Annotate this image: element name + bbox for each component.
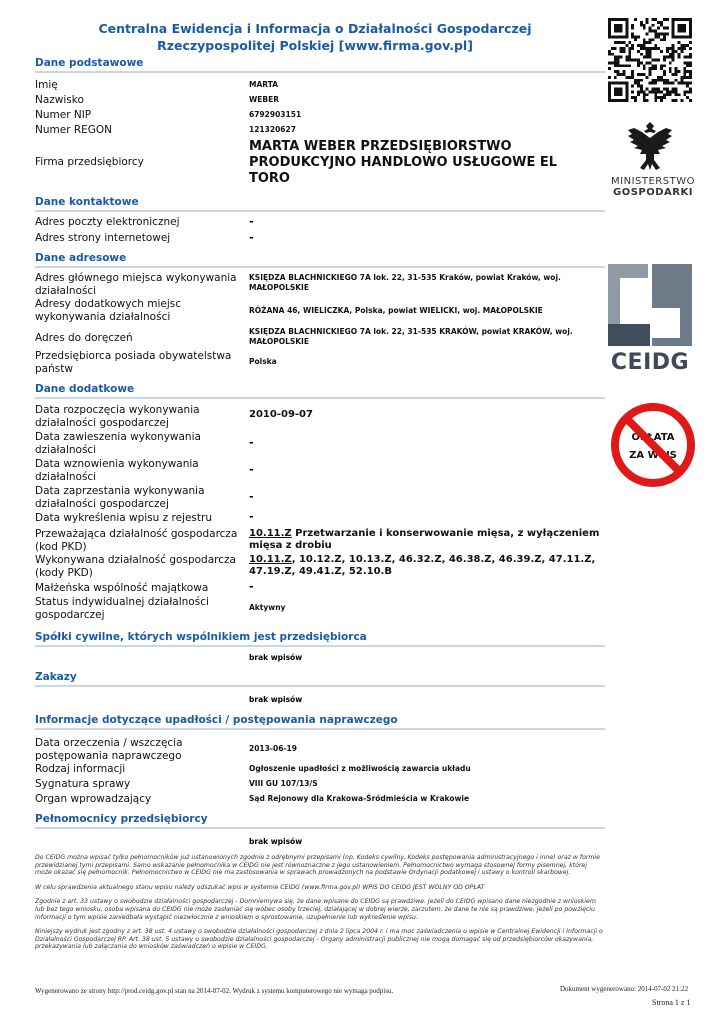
value-issuing-authority: Sąd Rejonowy dla Krakowa-Śródmieścia w Krakowie — [249, 794, 470, 803]
label-email: Adres poczty elektronicznej — [35, 216, 180, 228]
legal-note: Zgodnie z art. 33 ustawy o swobodzie działalności gospodarczej - Domniemywa się, że dane wpisane do CEIDG są prawdziwe. Jeżeli do CEIDG wpisano dane niezgodnie z wnioskiem lub bez tego wniosku, osoba wpisana do CEIDG nie może zasłaniać się wobec osoby trzeciej, działającej w dobrej wierze, zarzutem, że dane te nie są prawdziwe, jeżeli po powzięciu informacji o tym wpisie zaniedbała wystąpić niezwłocznie z wnioskiem o sprostowanie, uzupełnienie lub wykreślenie wpisu. — [35, 898, 596, 921]
value-all-pkd — [249, 554, 601, 578]
main-pkd-code[interactable]: 10.11.Z — [249, 528, 292, 539]
footer-document-generated: Dokument wygenerowano: 2014-07-02 21:22 — [560, 985, 689, 993]
label-website: Adres strony internetowej — [35, 232, 171, 244]
section-heading-additional-data: Dane dodatkowe — [35, 383, 605, 399]
no-fee-sign-icon — [608, 400, 698, 490]
value-marital-property: - — [249, 580, 254, 593]
value-case-number: VIII GU 107/13/S — [249, 779, 318, 788]
value-main-pkd — [249, 528, 601, 552]
no-fee-sign-line-2: ZA WPIS — [629, 450, 677, 461]
label-first-name: Imię — [35, 79, 58, 91]
legal-notes — [35, 854, 603, 958]
label-company-name: Firma przedsiębiorcy — [35, 156, 144, 168]
header-line-1: Centralna Ewidencja i Informacja o Działalności Gospodarczej — [98, 21, 532, 36]
value-partnerships: brak wpisów — [249, 653, 303, 662]
legal-note: Niniejszy wydruk jest zgodny z art. 38 ust. 4 ustawy o swobodzie działalności gospodarczej z dnia 2 lipca 2004 r. i ma moc zaświadczenia o wpisie w Centralnej Ewidencji i Informacji o Działalności Gospodarczej RP. Art. 38 ust. 5 ustawy o swobodzie działalności gospodarczej - Organy administracji publicznej nie mogą domagać się od przedsiębiorców okazywania, przekazywania lub załączania do wniosków zaświadczeń o wpisie w CEIDG. — [35, 928, 603, 951]
label-nip: Numer NIP — [35, 109, 92, 121]
footer-generated-source: Wygenerowano ze strony http://prod.ceidg.gov.pl stan na 2014-07-02. Wydruk z systemu komputerowego nie wymaga podpisu. — [35, 987, 394, 995]
section-heading-partnerships: Spółki cywilne, których wspólnikiem jest przedsiębiorca — [35, 631, 605, 647]
value-removal-date: - — [249, 510, 254, 523]
all-pkd-remaining-codes: , 10.12.Z, 10.13.Z, 46.32.Z, 46.38.Z, 46.39.Z, 47.11.Z, 47.19.Z, 49.41.Z, 52.10.B — [249, 554, 596, 577]
ministry-logo-line-1: MINISTERSTWO — [611, 176, 695, 187]
value-delivery-address: KSIĘDZA BLACHNICKIEGO 7A lok. 22, 31-535 KRAKÓW, powiat KRAKÓW, woj. MAŁOPOLSKIE — [249, 327, 573, 346]
all-pkd-first-code[interactable]: 10.11.Z — [249, 554, 292, 565]
value-cessation-date: - — [249, 490, 254, 503]
legal-note: W celu sprawdzenia aktualnego stanu wpisu należy odszukać wpis w systemie CEIDG (www.firma.gov.pl) WPIS DO CEIDG JEST WOLNY OD OPŁAT — [35, 883, 485, 891]
ministry-logo — [608, 176, 698, 198]
no-fee-sign-line-1: OPŁATA — [631, 432, 675, 443]
value-start-date: 2010-09-07 — [249, 409, 313, 420]
label-removal-date: Data wykreślenia wpisu z rejestru — [35, 512, 212, 524]
section-heading-address-data: Dane adresowe — [35, 252, 605, 268]
main-pkd-description: Przetwarzanie i konserwowanie mięsa, z wyłączeniem mięsa z drobiu — [249, 528, 600, 551]
label-issuing-authority: Organ wprowadzający — [35, 793, 152, 805]
label-marital-property: Małżeńska wspólność majątkowa — [35, 582, 209, 594]
value-info-type: Ogłoszenie upadłości z możliwością zawarcia układu — [249, 764, 471, 773]
section-heading-basic-data: Dane podstawowe — [35, 57, 605, 73]
value-website: - — [249, 231, 254, 244]
label-delivery-address: Adres do doręczeń — [35, 332, 133, 344]
label-start-date: Data rozpoczęcia wykonywania działalności gospodarczej — [35, 404, 200, 429]
value-main-address: KSIĘDZA BLACHNICKIEGO 7A lok. 22, 31-535 Kraków, powiat Kraków, woj. MAŁOPOLSKIE — [249, 273, 561, 292]
value-nip: 6792903151 — [249, 110, 302, 119]
label-case-number: Sygnatura sprawy — [35, 778, 131, 790]
label-citizenship: Przedsiębiorca posiada obywatelstwa państw — [35, 350, 232, 375]
legal-note: Do CEIDG można wpisać tylko pełnomocników już ustanowionych zgodnie z odrębnymi przepisami (np. Kodeks cywilny, Kodeks postępowania administracyjnego i inne) oraz w formie przewidzianej tymi przepisami. Samo wskazanie pełnomocnika w CEIDG nie jest równoznaczne z jego ustanowieniem. Pełnomocnictwo wymaga stosownej formy pisemnej, której może okazać się pełnomocnik. Pełnomocnictwo w CEIDG nie ma zastosowania w sprawach prowadzonych na podstawie Ordynacji podatkowej i ustawy o kontroli skarbowej. — [35, 854, 600, 877]
value-bans: brak wpisów — [249, 695, 303, 704]
value-first-name: MARTA — [249, 80, 279, 89]
label-main-address: Adres głównego miejsca wykonywania działalności — [35, 272, 237, 297]
value-additional-addresses: RÓŻANA 46, WIELICZKA, Polska, powiat WIELICKI, woj. MAŁOPOLSKIE — [249, 306, 543, 315]
value-ruling-date: 2013-06-19 — [249, 744, 297, 753]
document-header — [60, 20, 570, 54]
label-all-pkd: Wykonywana działalność gospodarcza (kody PKD) — [35, 554, 236, 579]
label-last-name: Nazwisko — [35, 94, 84, 106]
section-heading-bankruptcy: Informacje dotyczące upadłości / postępowania naprawczego — [35, 714, 605, 730]
value-attorneys: brak wpisów — [249, 837, 303, 846]
polish-eagle-emblem-icon — [624, 120, 676, 182]
label-business-status: Status indywidualnej działalności gospodarczej — [35, 596, 209, 621]
qr-code-icon — [608, 18, 692, 102]
value-business-status: Aktywny — [249, 603, 286, 612]
ministry-logo-line-2: GOSPODARKI — [613, 187, 693, 198]
label-cessation-date: Data zaprzestania wykonywania działalności gospodarczej — [35, 485, 205, 510]
value-company-name: MARTA WEBER PRZEDSIĘBIORSTWO PRODUKCYJNO HANDLOWO USŁUGOWE EL TORO — [249, 139, 558, 186]
section-heading-contact-data: Dane kontaktowe — [35, 196, 605, 212]
label-additional-addresses: Adresy dodatkowych miejsc wykonywania działalności — [35, 298, 182, 323]
label-resumption-date: Data wznowienia wykonywania działalności — [35, 458, 199, 483]
footer-page-number: Strona 1 z 1 — [652, 998, 691, 1007]
section-heading-bans: Zakazy — [35, 671, 605, 687]
label-ruling-date: Data orzeczenia / wszczęcia postępowania naprawczego — [35, 737, 183, 762]
header-line-2: Rzeczypospolitej Polskiej [www.firma.gov.pl] — [157, 38, 473, 53]
value-last-name: WEBER — [249, 95, 280, 104]
value-suspension-date: - — [249, 436, 254, 449]
ceidg-logo-text: CEIDG — [610, 350, 690, 375]
value-citizenship: Polska — [249, 357, 277, 366]
section-heading-attorneys: Pełnomocnicy przedsiębiorcy — [35, 813, 605, 829]
value-regon: 121320627 — [249, 125, 296, 134]
label-regon: Numer REGON — [35, 124, 113, 136]
label-suspension-date: Data zawieszenia wykonywania działalności — [35, 431, 201, 456]
value-resumption-date: - — [249, 463, 254, 476]
value-email: - — [249, 215, 254, 228]
label-info-type: Rodzaj informacji — [35, 763, 126, 775]
label-main-pkd: Przeważająca działalność gospodarcza (kod PKD) — [35, 528, 238, 553]
